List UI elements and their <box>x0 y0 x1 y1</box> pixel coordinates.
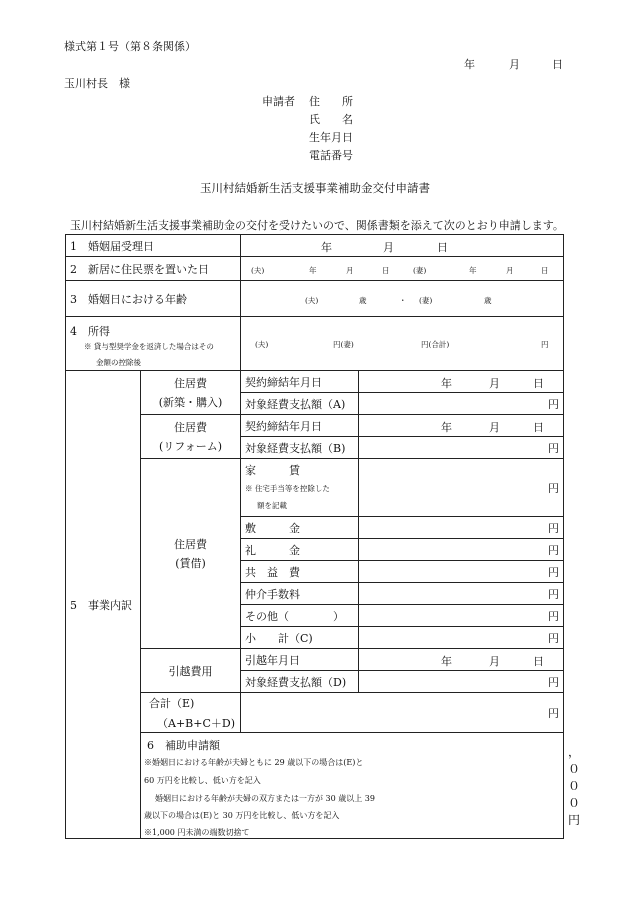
row-age <box>66 281 564 317</box>
reform-expense-label: 対象経費支払額（B) <box>241 437 359 459</box>
rent-label: 家 賃 ※ 住宅手当等を控除した 額を記載 <box>241 459 359 517</box>
moving-expense-label: 対象経費支払額（D) <box>241 671 359 693</box>
marriage-date-value[interactable]: 年 月 日 <box>241 235 564 257</box>
total-value[interactable]: 円 <box>241 693 564 733</box>
date-year: 年 <box>464 58 475 71</box>
row-residence-date <box>66 257 564 281</box>
housing-reform-label: 住居費 (リフォーム) <box>141 415 241 459</box>
new-expense-label: 対象経費支払額（A) <box>241 393 359 415</box>
key-money-value[interactable]: 円 <box>359 539 564 561</box>
date-month: 月 <box>509 58 520 71</box>
brokerage-fee-value[interactable]: 円 <box>359 583 564 605</box>
application-table <box>65 234 581 839</box>
form-number: 様式第１号（第８条関係） <box>64 40 196 53</box>
applicant-phone: 電話番号 <box>309 149 353 162</box>
reform-contract-date-value[interactable]: 年 月 日 <box>359 415 564 437</box>
key-money-label: 礼 金 <box>241 539 359 561</box>
income-value[interactable]: (夫) 円(妻) 円(合計) 円 <box>241 317 564 371</box>
common-fee-label: 共 益 費 <box>241 561 359 583</box>
subtotal-label: 小 計（C) <box>241 627 359 649</box>
date-day: 日 <box>552 58 563 71</box>
income-label: 4 所得 ※ 貸与型奨学金を返済した場合はその 金額の控除後 <box>66 317 241 371</box>
row-moving-date <box>66 649 564 671</box>
housing-new-label: 住居費 (新築・購入) <box>141 371 241 415</box>
residence-date-label: 2 新居に住民票を置いた日 <box>66 257 241 281</box>
row-marriage-date <box>66 235 564 257</box>
reform-expense-value[interactable]: 円 <box>359 437 564 459</box>
row-total <box>66 693 564 733</box>
age-value[interactable]: (夫) 歳 ・ (妻) 歳 <box>241 281 564 317</box>
row-rent <box>66 459 564 517</box>
row-income <box>66 317 564 371</box>
other-label: その他（ ） <box>241 605 359 627</box>
row-new-contract-date <box>66 371 564 393</box>
document-title: 玉川村結婚新生活支援事業補助金交付申請書 <box>200 181 430 195</box>
applicant-address: 住 所 <box>309 95 353 108</box>
subsidy-label: 6 補助申請額 ※婚姻日における年齢が夫婦ともに 29 歳以下の場合は(E)と 60 万円を比較し、低い方を記入 婚姻日における年齢が夫婦の双方または一方が 30 歳以上 39 歳以下の場合は(E)と 30 万円を比較し、低い方を記入 ※1,000 円未満の端数切捨て <box>141 733 564 839</box>
other-value[interactable]: 円 <box>359 605 564 627</box>
new-expense-value[interactable]: 円 <box>359 393 564 415</box>
moving-date-label: 引越年月日 <box>241 649 359 671</box>
total-label: 合計（E) （A+B+C＋D) <box>141 693 241 733</box>
applicant-label: 申請者 <box>262 95 295 108</box>
new-contract-date-value[interactable]: 年 月 日 <box>359 371 564 393</box>
addressee: 玉川村長 様 <box>64 77 130 90</box>
rent-value[interactable]: 円 <box>359 459 564 517</box>
deposit-label: 敷 金 <box>241 517 359 539</box>
brokerage-fee-label: 仲介手数料 <box>241 583 359 605</box>
marriage-date-label: 1 婚姻届受理日 <box>66 235 241 257</box>
new-contract-date-label: 契約締結年月日 <box>241 371 359 393</box>
moving-expense-value[interactable]: 円 <box>359 671 564 693</box>
deposit-value[interactable]: 円 <box>359 517 564 539</box>
subtotal-value[interactable]: 円 <box>359 627 564 649</box>
section5-label: 5 事業内訳 <box>66 371 141 839</box>
applicant-name: 氏 名 <box>309 113 353 126</box>
residence-date-value[interactable]: (夫) 年 月 日 (妻) 年 月 日 <box>241 257 564 281</box>
age-label: 3 婚姻日における年齢 <box>66 281 241 317</box>
row-reform-contract-date <box>66 415 564 437</box>
intro-text: 玉川村結婚新生活支援事業補助金の交付を受けたいので、関係書類を添えて次のとおり申請します。 <box>70 219 564 232</box>
housing-rent-label: 住居費 (賃借) <box>141 459 241 649</box>
moving-date-value[interactable]: 年 月 日 <box>359 649 564 671</box>
applicant-birthdate: 生年月日 <box>309 131 353 144</box>
row-subsidy-amount: 6 補助申請額 ※婚姻日における年齢が夫婦ともに 29 歳以下の場合は(E)と 60 万円を比較し、低い方を記入 婚姻日における年齢が夫婦の双方または一方が 30 歳以上 39 歳以下の場合は(E)と 30 万円を比較し、低い方を記入 ※1,000 円未満の端数切捨て ，０００円 <box>66 733 564 839</box>
moving-label: 引越費用 <box>141 649 241 693</box>
common-fee-value[interactable]: 円 <box>359 561 564 583</box>
reform-contract-date-label: 契約締結年月日 <box>241 415 359 437</box>
